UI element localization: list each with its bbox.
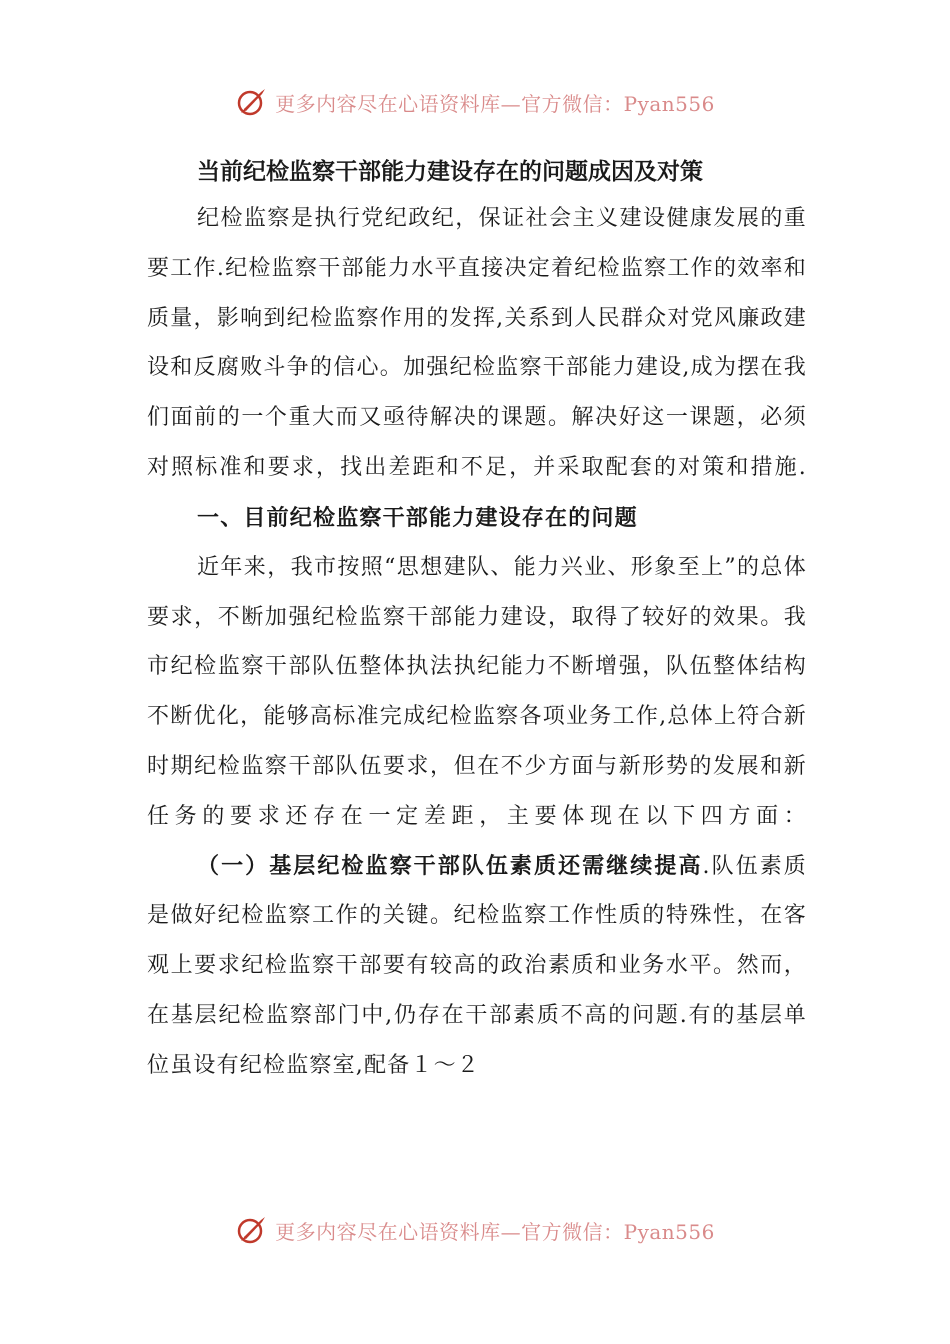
document-body — [147, 150, 807, 1091]
section-heading-1: 一、目前纪检监察干部能力建设存在的问题 — [197, 504, 638, 531]
section-paragraph-1: 近年来，我市按照“思想建队、能力兴业、形象至上”的总体要求，不断加强纪检监察干部能力建设，取得了较好的效果。我市纪检监察干部队伍整体执法执纪能力不断增强，队伍整体结构不断优化，能够高标准完成纪检监察各项业务工作,总体上符合新时期纪检监察干部队伍要求，但在不少方面与新形势的发展和新任务的要求还存在一定差距，主要体现在以下四方面： — [147, 554, 807, 829]
document-title: 当前纪检监察干部能力建设存在的问题成因及对策 — [197, 158, 703, 185]
subsection-heading-1: （一）基层纪检监察干部队伍素质还需继续提高 — [197, 852, 703, 879]
watermark-text: 更多内容尽在心语资料库—官方微信：Pyan556 — [275, 91, 715, 116]
watermark-banner-bottom — [0, 1210, 950, 1250]
pen-logo-icon — [235, 1213, 269, 1247]
subsection-text-1: .队伍素质是做好纪检监察工作的关键。纪检监察工作性质的特殊性，在客观上要求纪检监察干部要有较高的政治素质和业务水平。然而，在基层纪检监察部门中,仍存在干部素质不高的问题.有的基层单位虽设有纪检监察室,配备１～２ — [147, 853, 807, 1078]
pen-logo-icon — [235, 85, 269, 119]
watermark-banner-top — [0, 82, 950, 122]
watermark-text: 更多内容尽在心语资料库—官方微信：Pyan556 — [275, 1219, 715, 1244]
subsection-paragraph-1 — [147, 842, 807, 1091]
intro-paragraph: 纪检监察是执行党纪政纪，保证社会主义建设健康发展的重要工作.纪检监察干部能力水平直接决定着纪检监察工作的效率和质量，影响到纪检监察作用的发挥,关系到人民群众对党风廉政建设和反腐败斗争的信心。加强纪检监察干部能力建设,成为摆在我们面前的一个重大而又亟待解决的课题。解决好这一课题，必须对照标准和要求，找出差距和不足，并采取配套的对策和措施. — [147, 206, 807, 480]
